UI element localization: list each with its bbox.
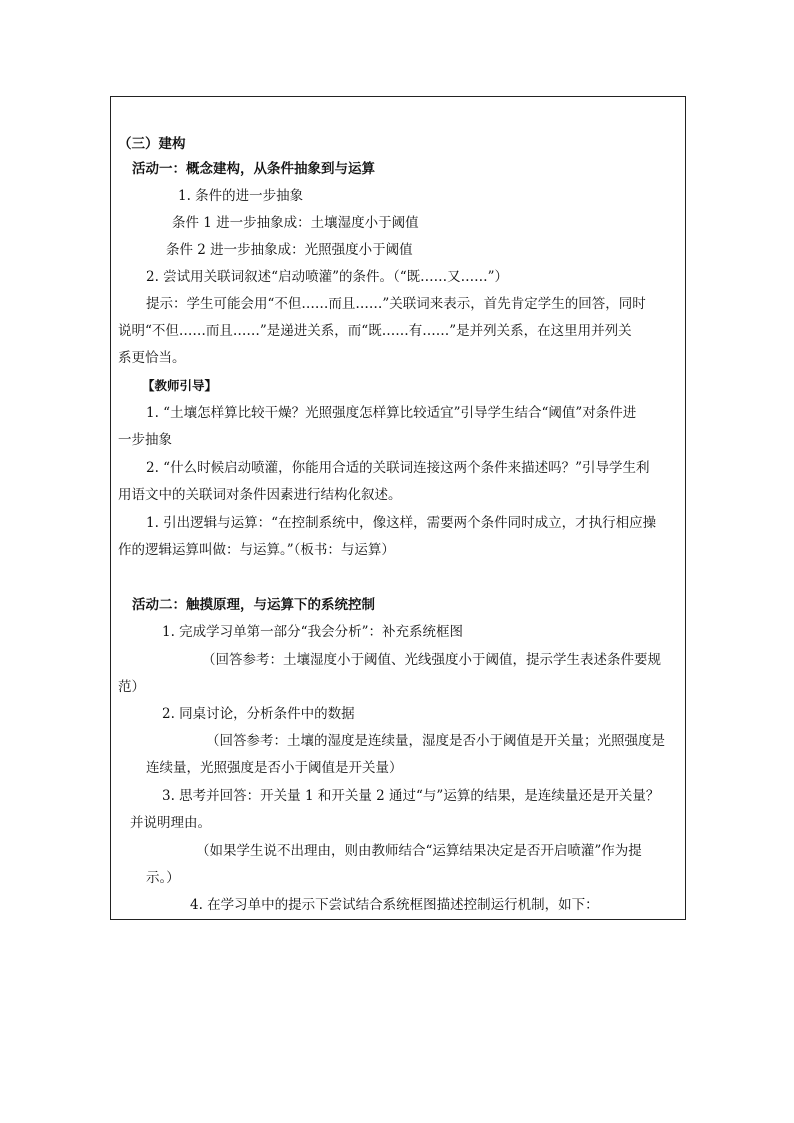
activity2-step3-line1: 3. 思考并回答：开关量 1 和开关量 2 通过“与”运算的结果，是连续量还是开关量？ (162, 788, 660, 804)
activity2-step1: 1. 完成学习单第一部分“我会分析”：补充系统框图 (162, 624, 463, 640)
teacher-guide-2-line2: 用语文中的关联词对条件因素进行结构化叙述。 (118, 487, 402, 503)
section-heading: （三）建构 (118, 136, 186, 152)
activity2-step2-answer-line2: 连续量，光照强度是否小于阈值是开关量） (146, 760, 403, 776)
teacher-guide-3-line2: 作的逻辑运算叫做：与运算。”（板书：与运算） (118, 542, 395, 558)
activity2-step3-answer-line2: 示。） (146, 870, 180, 886)
teacher-guide-3-line1: 1. 引出逻辑与运算：“在控制系统中，像这样，需要两个条件同时成立，才执行相应操 (146, 515, 657, 531)
activity1-cond1: 条件 1 进一步抽象成：土壤湿度小于阈值 (172, 215, 419, 231)
activity1-item1: 1. 条件的进一步抽象 (178, 188, 304, 204)
activity2-step3-line2: 并说明理由。 (130, 815, 211, 831)
activity1-item2: 2. 尝试用关联词叙述“启动喷灌”的条件。（“既……又……”） (146, 269, 509, 285)
activity2-step3-answer-line1: （如果学生说不出理由，则由教师结合“运算结果决定是否开启喷灌”作为提 (196, 843, 642, 859)
teacher-guide-1-line2: 一步抽象 (118, 432, 172, 448)
activity1-title: 活动一：概念建构，从条件抽象到与运算 (132, 161, 375, 177)
activity1-hint-line3: 系更恰当。 (118, 350, 186, 366)
activity2-title: 活动二：触摸原理，与运算下的系统控制 (132, 597, 375, 613)
activity1-hint-line2: 说明“不但……而且……”是递进关系，而“既……有……”是并列关系，在这里用并列关 (118, 323, 632, 339)
teacher-guide-title: 【教师引导】 (142, 378, 218, 393)
teacher-guide-2-line1: 2. “什么时候启动喷灌，你能用合适的关联词连接这两个条件来描述吗？”引导学生利 (146, 460, 650, 476)
teacher-guide-1-line1: 1. “土壤怎样算比较干燥？光照强度怎样算比较适宜”引导学生结合“阈值”对条件进 (146, 405, 637, 421)
activity2-step2-answer-line1: （回答参考：土壤的湿度是连续量，湿度是否小于阈值是开关量；光照强度是 (206, 733, 665, 749)
activity2-step4: 4. 在学习单中的提示下尝试结合系统框图描述控制运行机制，如下： (190, 897, 599, 913)
activity1-cond2: 条件 2 进一步抽象成：光照强度小于阈值 (166, 242, 413, 258)
activity2-step2: 2. 同桌讨论，分析条件中的数据 (162, 706, 355, 722)
activity2-step1-answer-line2: 范） (118, 679, 145, 695)
activity2-step1-answer-line1: （回答参考：土壤湿度小于阈值、光线强度小于阈值，提示学生表述条件要规 (202, 652, 661, 668)
activity1-hint-line1: 提示：学生可能会用“不但……而且……”关联词来表示，首先肯定学生的回答，同时 (146, 296, 646, 312)
